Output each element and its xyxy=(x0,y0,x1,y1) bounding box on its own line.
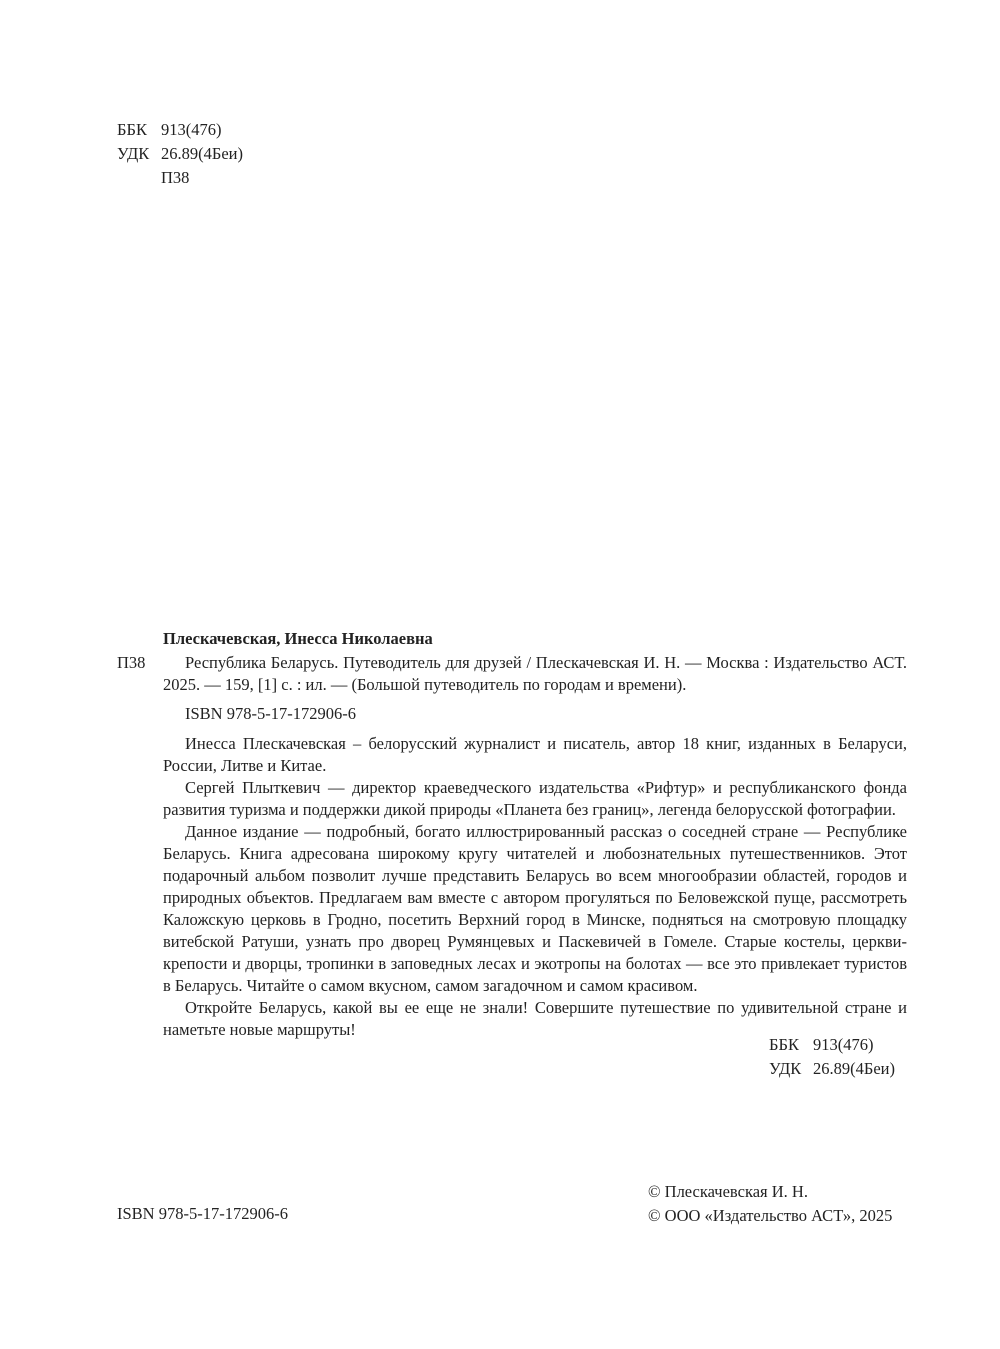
udk-row xyxy=(117,142,243,166)
bbk-value: 913(476) xyxy=(161,120,222,139)
udk-value: 26.89(4Беи) xyxy=(161,144,243,163)
annotation-paragraph: Данное издание — подробный, богато иллюстрированный рассказ о соседней стране — Республике Беларусь. Книга адресована широкому кругу читателей и любознательных путешественников. Этот подарочный альбом позволит лучше представить Беларусь во всем многообразии областей, городов и природных объектов. Предлагаем вам вместе с автором прогуляться по Беловежской пуще, рассмотреть Каложскую церковь в Гродно, посетить Верхний город в Минске, подняться на смотровую площадку витебской Ратуши, узнать про дворец Румянцевых и Паскевичей в Гомеле. Старые костелы, церкви-крепости и дворцы, тропинки в заповедных лесах и экотропы на болотах — все это привлекает туристов в Беларусь. Читайте о самом вкусном, самом загадочном и самом красивом. xyxy=(163,822,907,995)
copyright-author: © Плескачевская И. Н. xyxy=(648,1182,808,1201)
classification-block-bottom xyxy=(769,1033,895,1081)
annotation-paragraph: Сергей Плыткевич — директор краеведческого издательства «Рифтур» и республиканского фонда развития туризма и поддержки дикой природы «Планета без границ», легенда белорусской фотографии. xyxy=(163,778,907,819)
bbk-label-bottom: ББК xyxy=(769,1035,799,1054)
udk-label: УДК xyxy=(117,144,150,163)
bbk-row xyxy=(117,118,243,142)
bibliographic-entry: Республика Беларусь. Путеводитель для друзей / Плескачевская И. Н. — Москва : Издательство АСТ. 2025. — 159, [1] с. : ил. — (Большой путеводитель по городам и времени). xyxy=(163,653,907,694)
cutter-code: П38 xyxy=(161,168,190,187)
catalog-card-body xyxy=(163,652,907,1041)
bbk-row-bottom xyxy=(769,1033,895,1057)
card-cutter-code: П38 xyxy=(117,653,146,672)
copyright-publisher: © ООО «Издательство АСТ», 2025 xyxy=(648,1206,893,1225)
copyright-block xyxy=(648,1180,892,1228)
bbk-value-bottom: 913(476) xyxy=(813,1035,874,1054)
udk-row-bottom xyxy=(769,1057,895,1081)
footer-isbn: ISBN 978-5-17-172906-6 xyxy=(117,1204,288,1223)
annotation-paragraph: Инесса Плескачевская – белорусский журналист и писатель, автор 18 книг, изданных в Беларуси, России, Литве и Китае. xyxy=(163,734,907,775)
classification-block-top xyxy=(117,118,243,190)
annotation-paragraph: Откройте Беларусь, какой вы ее еще не знали! Совершите путешествие по удивительной стране и наметьте новые маршруты! xyxy=(163,998,907,1039)
udk-value-bottom: 26.89(4Беи) xyxy=(813,1059,895,1078)
bbk-label: ББК xyxy=(117,120,147,139)
card-isbn: ISBN 978-5-17-172906-6 xyxy=(185,704,356,723)
udk-label-bottom: УДК xyxy=(769,1059,802,1078)
author-heading: Плескачевская, Инесса Николаевна xyxy=(163,629,433,648)
